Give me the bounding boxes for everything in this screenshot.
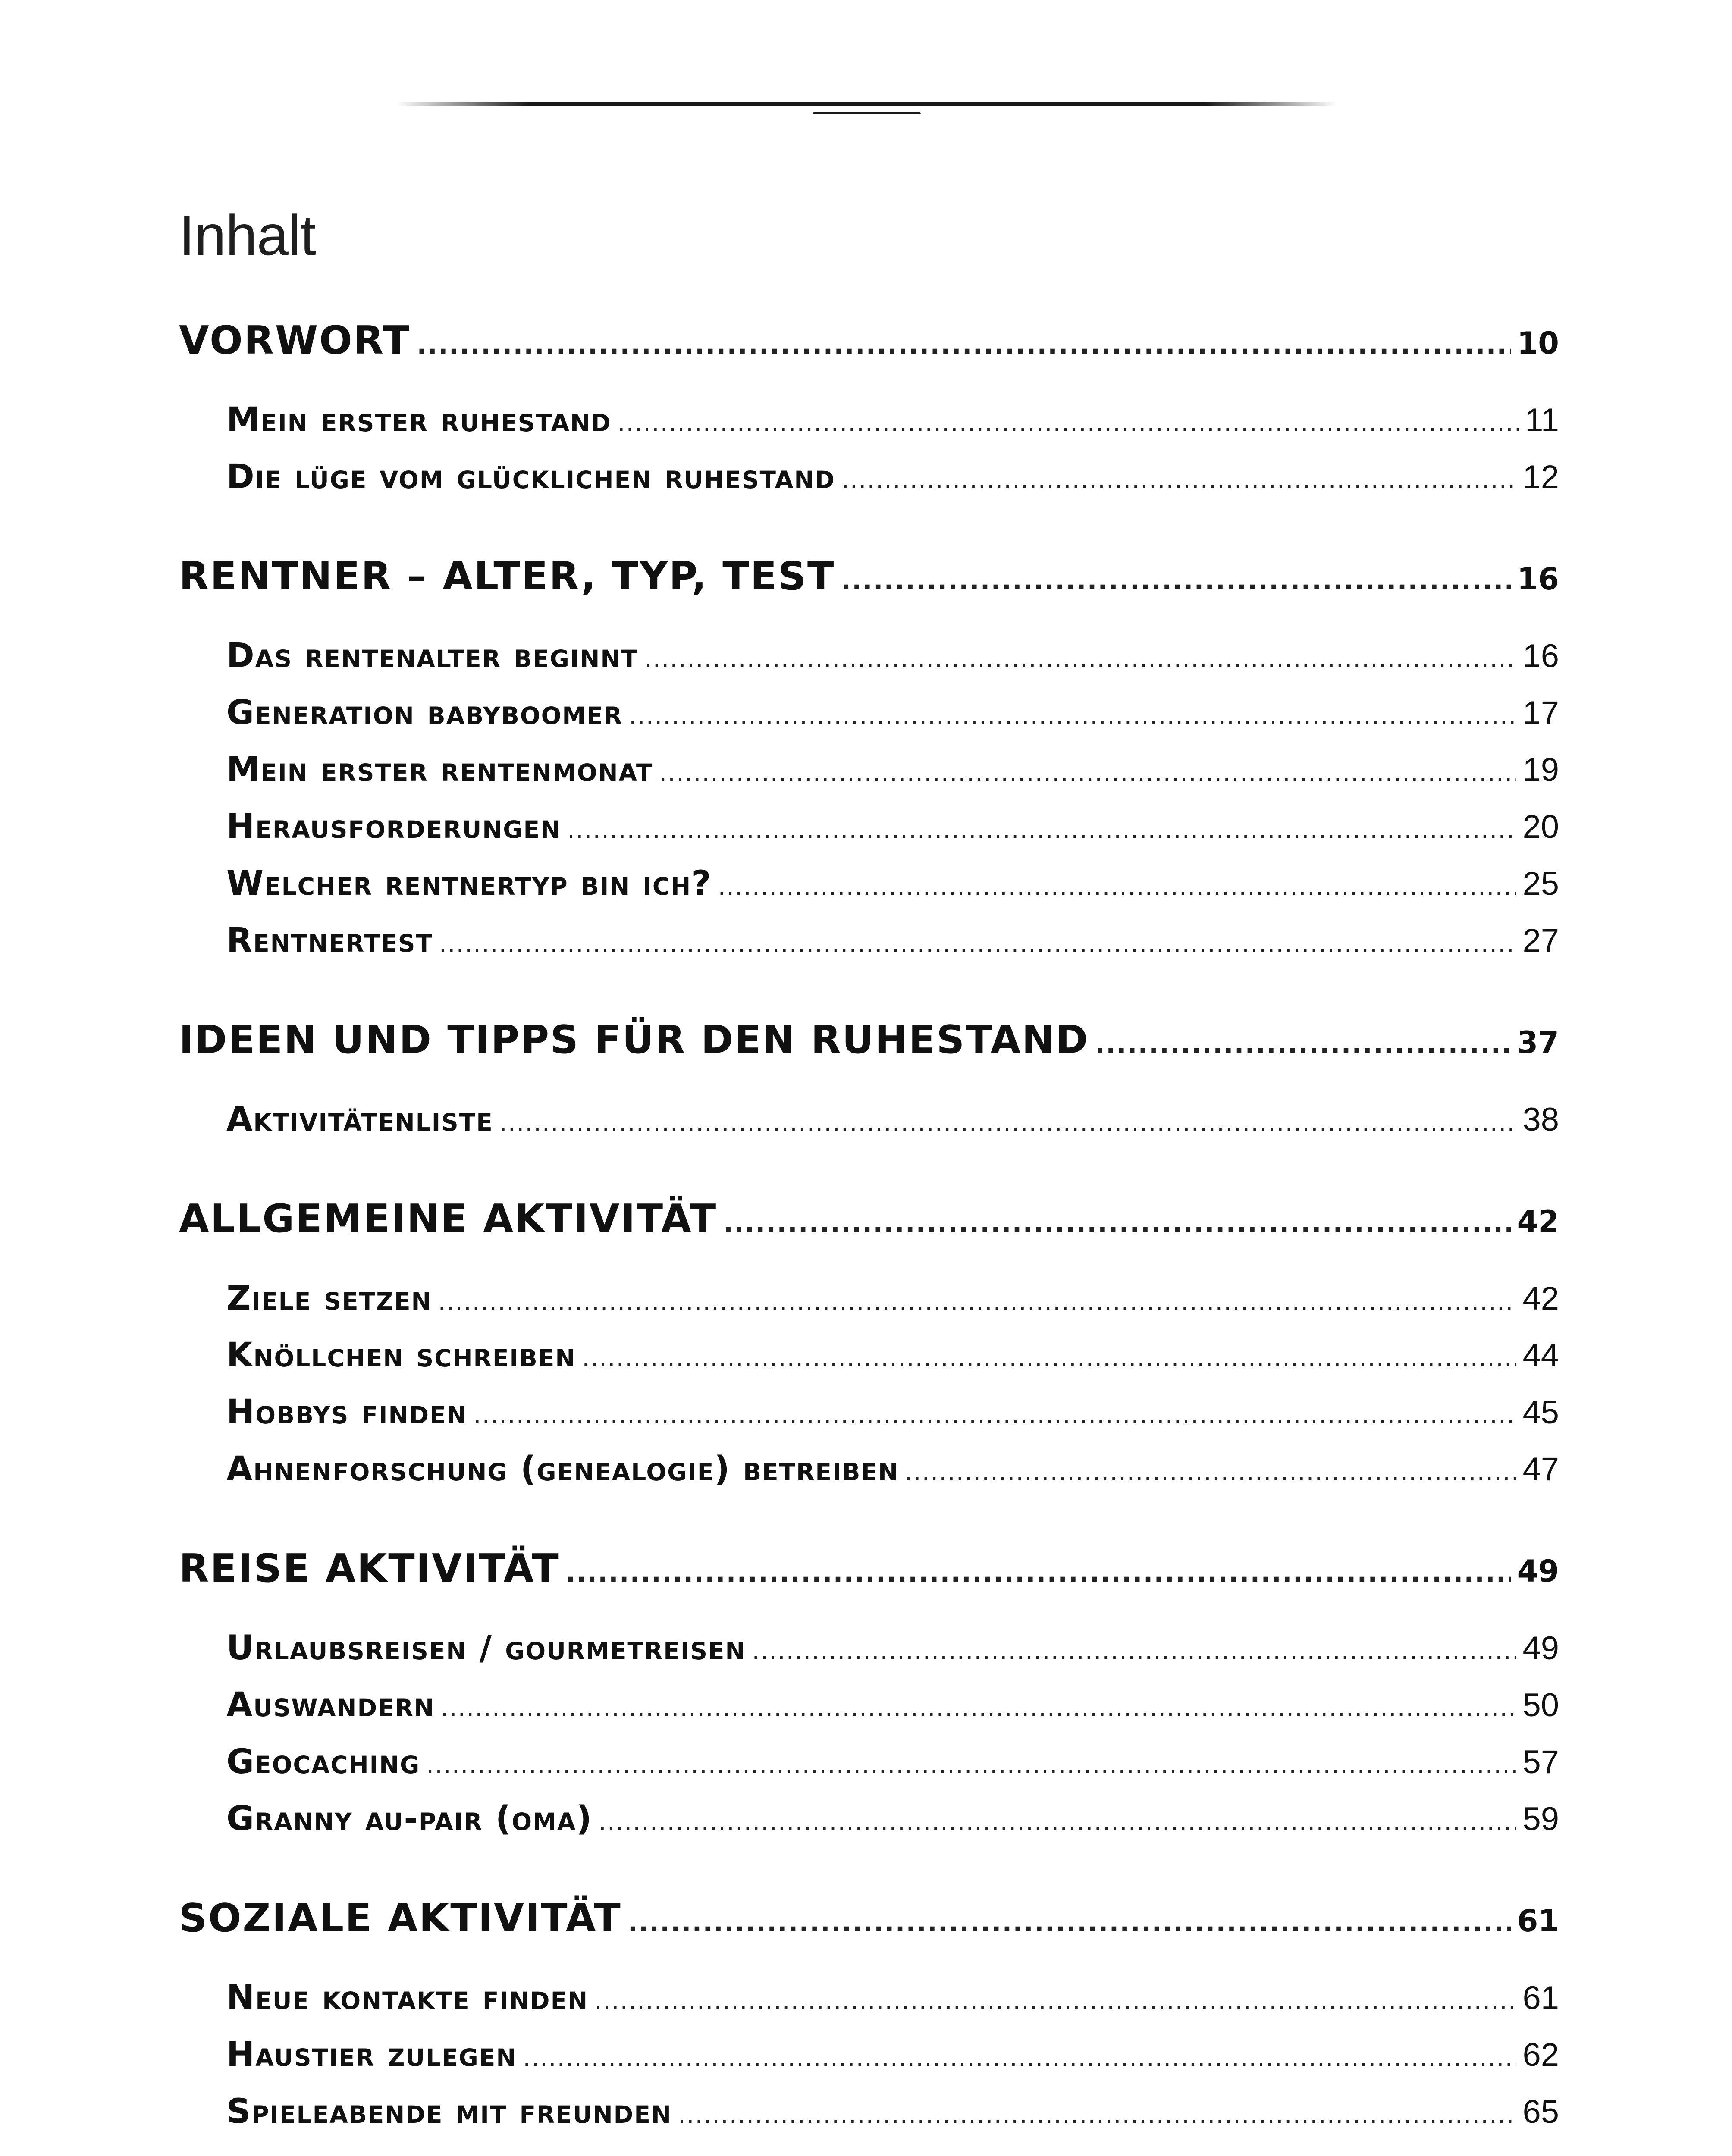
toc-dot-leader [523,2030,1516,2087]
toc-entry-title: Mein erster ruhestand [226,401,612,439]
toc-dot-leader [644,631,1517,688]
toc-section-entry[interactable] [179,912,1559,969]
toc-entry-page-number: 27 [1522,922,1559,959]
toc-section-entry[interactable] [179,741,1559,798]
toc-entry-title: Welcher rentnertyp bin ich? [226,864,712,903]
toc-entry-title: Auswandern [226,1686,435,1724]
toc-section-entry[interactable] [179,1677,1559,1733]
toc-heading: Inhalt [179,204,316,267]
toc-section-entry[interactable] [179,627,1559,684]
toc-entry-title: Das rentenalter beginnt [226,636,638,675]
toc-chapter-entry[interactable] [179,1010,1559,1070]
toc-entry-title: Rentnertest [226,921,433,960]
toc-entry-page-number: 25 [1522,865,1559,902]
toc-entry-title: REISE AKTIVITÄT [179,1546,560,1591]
toc-entry-title: RENTNER – ALTER, TYP, TEST [179,554,835,599]
toc-entry-title: Die lüge vom glücklichen ruhestand [226,458,836,496]
toc-dot-leader [566,1543,1511,1603]
toc-dot-leader [905,1444,1516,1501]
toc-entry-title: Haustier zulegen [226,2035,517,2074]
toc-entry-page-number: 16 [1522,638,1559,674]
top-ornament-short-rule [813,112,921,114]
toc-dot-leader [841,551,1511,611]
toc-entry-page-number: 61 [1522,1980,1559,2016]
toc-section-entry[interactable] [179,1790,1559,1847]
toc-section-entry[interactable] [179,1733,1559,1790]
top-ornament-rule [397,102,1337,106]
toc-dot-leader [439,915,1517,972]
toc-dot-leader [599,1794,1516,1851]
toc-entry-page-number: 49 [1522,1630,1559,1667]
toc-dot-leader [723,1193,1511,1253]
toc-dot-leader [659,745,1516,802]
toc-section-entry[interactable] [179,684,1559,741]
toc-chapter-entry[interactable] [179,310,1559,371]
toc-dot-leader [582,1330,1516,1387]
toc-dot-leader [752,1623,1517,1680]
toc-entry-page-number: 47 [1522,1451,1559,1488]
toc-entry-page-number: 44 [1522,1337,1559,1374]
toc-entry-page-number: 10 [1517,326,1559,361]
toc-entry-page-number: 38 [1522,1101,1559,1138]
toc-chapter-entry[interactable] [179,1888,1559,1949]
toc-section-entry[interactable] [179,392,1559,448]
toc-dot-leader [499,1094,1517,1151]
toc-dot-leader [678,2087,1517,2143]
toc-entry-title: Generation babyboomer [226,693,623,732]
toc-entry-page-number: 57 [1522,1744,1559,1780]
toc-entry-title: Neue kontakte finden [226,1978,589,2017]
toc-dot-leader [426,1737,1516,1794]
toc-entry-title: Hobbys finden [226,1393,468,1432]
toc-entry-page-number: 17 [1522,695,1559,731]
toc-dot-leader [629,688,1516,745]
toc-entry-title: Aktivitätenliste [226,1100,493,1139]
toc-entry-page-number: 45 [1522,1394,1559,1431]
toc-entry-page-number: 11 [1525,402,1559,439]
toc-section-entry[interactable] [179,2083,1559,2140]
toc-entry-page-number: 50 [1522,1687,1559,1724]
toc-section-entry[interactable] [179,1969,1559,2026]
toc-section-entry[interactable] [179,1091,1559,1148]
toc-entry-title: Herausforderungen [226,807,562,846]
toc-entry-page-number: 49 [1517,1554,1559,1589]
toc-dot-leader [417,315,1511,375]
toc-entry-title: SOZIALE AKTIVITÄT [179,1896,622,1941]
toc-entry-page-number: 37 [1517,1025,1559,1060]
toc-entry-page-number: 12 [1522,459,1559,495]
toc-entry-page-number: 16 [1517,561,1559,597]
toc-dot-leader [438,1273,1517,1330]
toc-entry-page-number: 19 [1522,752,1559,788]
toc-section-entry[interactable] [179,2026,1559,2083]
toc-dot-leader [718,859,1517,915]
toc-dot-leader [594,1973,1516,2030]
toc-entry-title: Mein erster rentenmonat [226,750,653,789]
toc-section-entry[interactable] [179,448,1559,505]
toc-entry-title: IDEEN UND TIPPS FÜR DEN RUHESTAND [179,1017,1089,1062]
toc-entry-title: Knöllchen schreiben [226,1336,576,1375]
toc-section-entry[interactable] [179,1441,1559,1498]
toc-entry-title: Ahnenforschung (genealogie) betreiben [226,1450,899,1489]
toc-chapter-entry[interactable] [179,546,1559,607]
toc-entry-page-number: 20 [1522,808,1559,845]
toc-dot-leader [441,1680,1516,1737]
toc-entry-title: Spieleabende mit freunden [226,2092,672,2131]
toc-section-entry[interactable] [179,1270,1559,1327]
toc-dot-leader [841,452,1516,509]
toc-entry-title: ALLGEMEINE AKTIVITÄT [179,1196,718,1241]
toc-chapter-entry[interactable] [179,1189,1559,1249]
toc-section-entry[interactable] [179,1327,1559,1384]
toc-dot-leader [1095,1014,1511,1075]
toc-section-entry[interactable] [179,855,1559,912]
toc-entry-page-number: 42 [1522,1280,1559,1317]
toc-chapter-entry[interactable] [179,1539,1559,1599]
toc-dot-leader [628,1893,1511,1953]
toc-entry-title: Granny au-pair (oma) [226,1799,593,1838]
toc-dot-leader [474,1387,1517,1444]
toc-entry-page-number: 42 [1517,1204,1559,1239]
toc-entry-title: VORWORT [179,318,411,363]
toc-entry-title: Geocaching [226,1742,420,1781]
toc-entry-page-number: 59 [1522,1801,1559,1837]
toc-entry-page-number: 65 [1522,2093,1559,2130]
toc-entry-title: Urlaubsreisen / gourmetreisen [226,1629,746,1667]
toc-section-entry[interactable] [179,798,1559,855]
toc-entry-page-number: 61 [1517,1903,1559,1939]
table-of-contents [179,310,1559,2156]
toc-entry-title: Ziele setzen [226,1279,432,1318]
toc-dot-leader [567,802,1516,859]
toc-dot-leader [618,395,1519,452]
toc-entry-page-number: 62 [1522,2037,1559,2073]
toc-section-entry[interactable] [179,1620,1559,1677]
toc-section-entry[interactable] [179,1384,1559,1441]
